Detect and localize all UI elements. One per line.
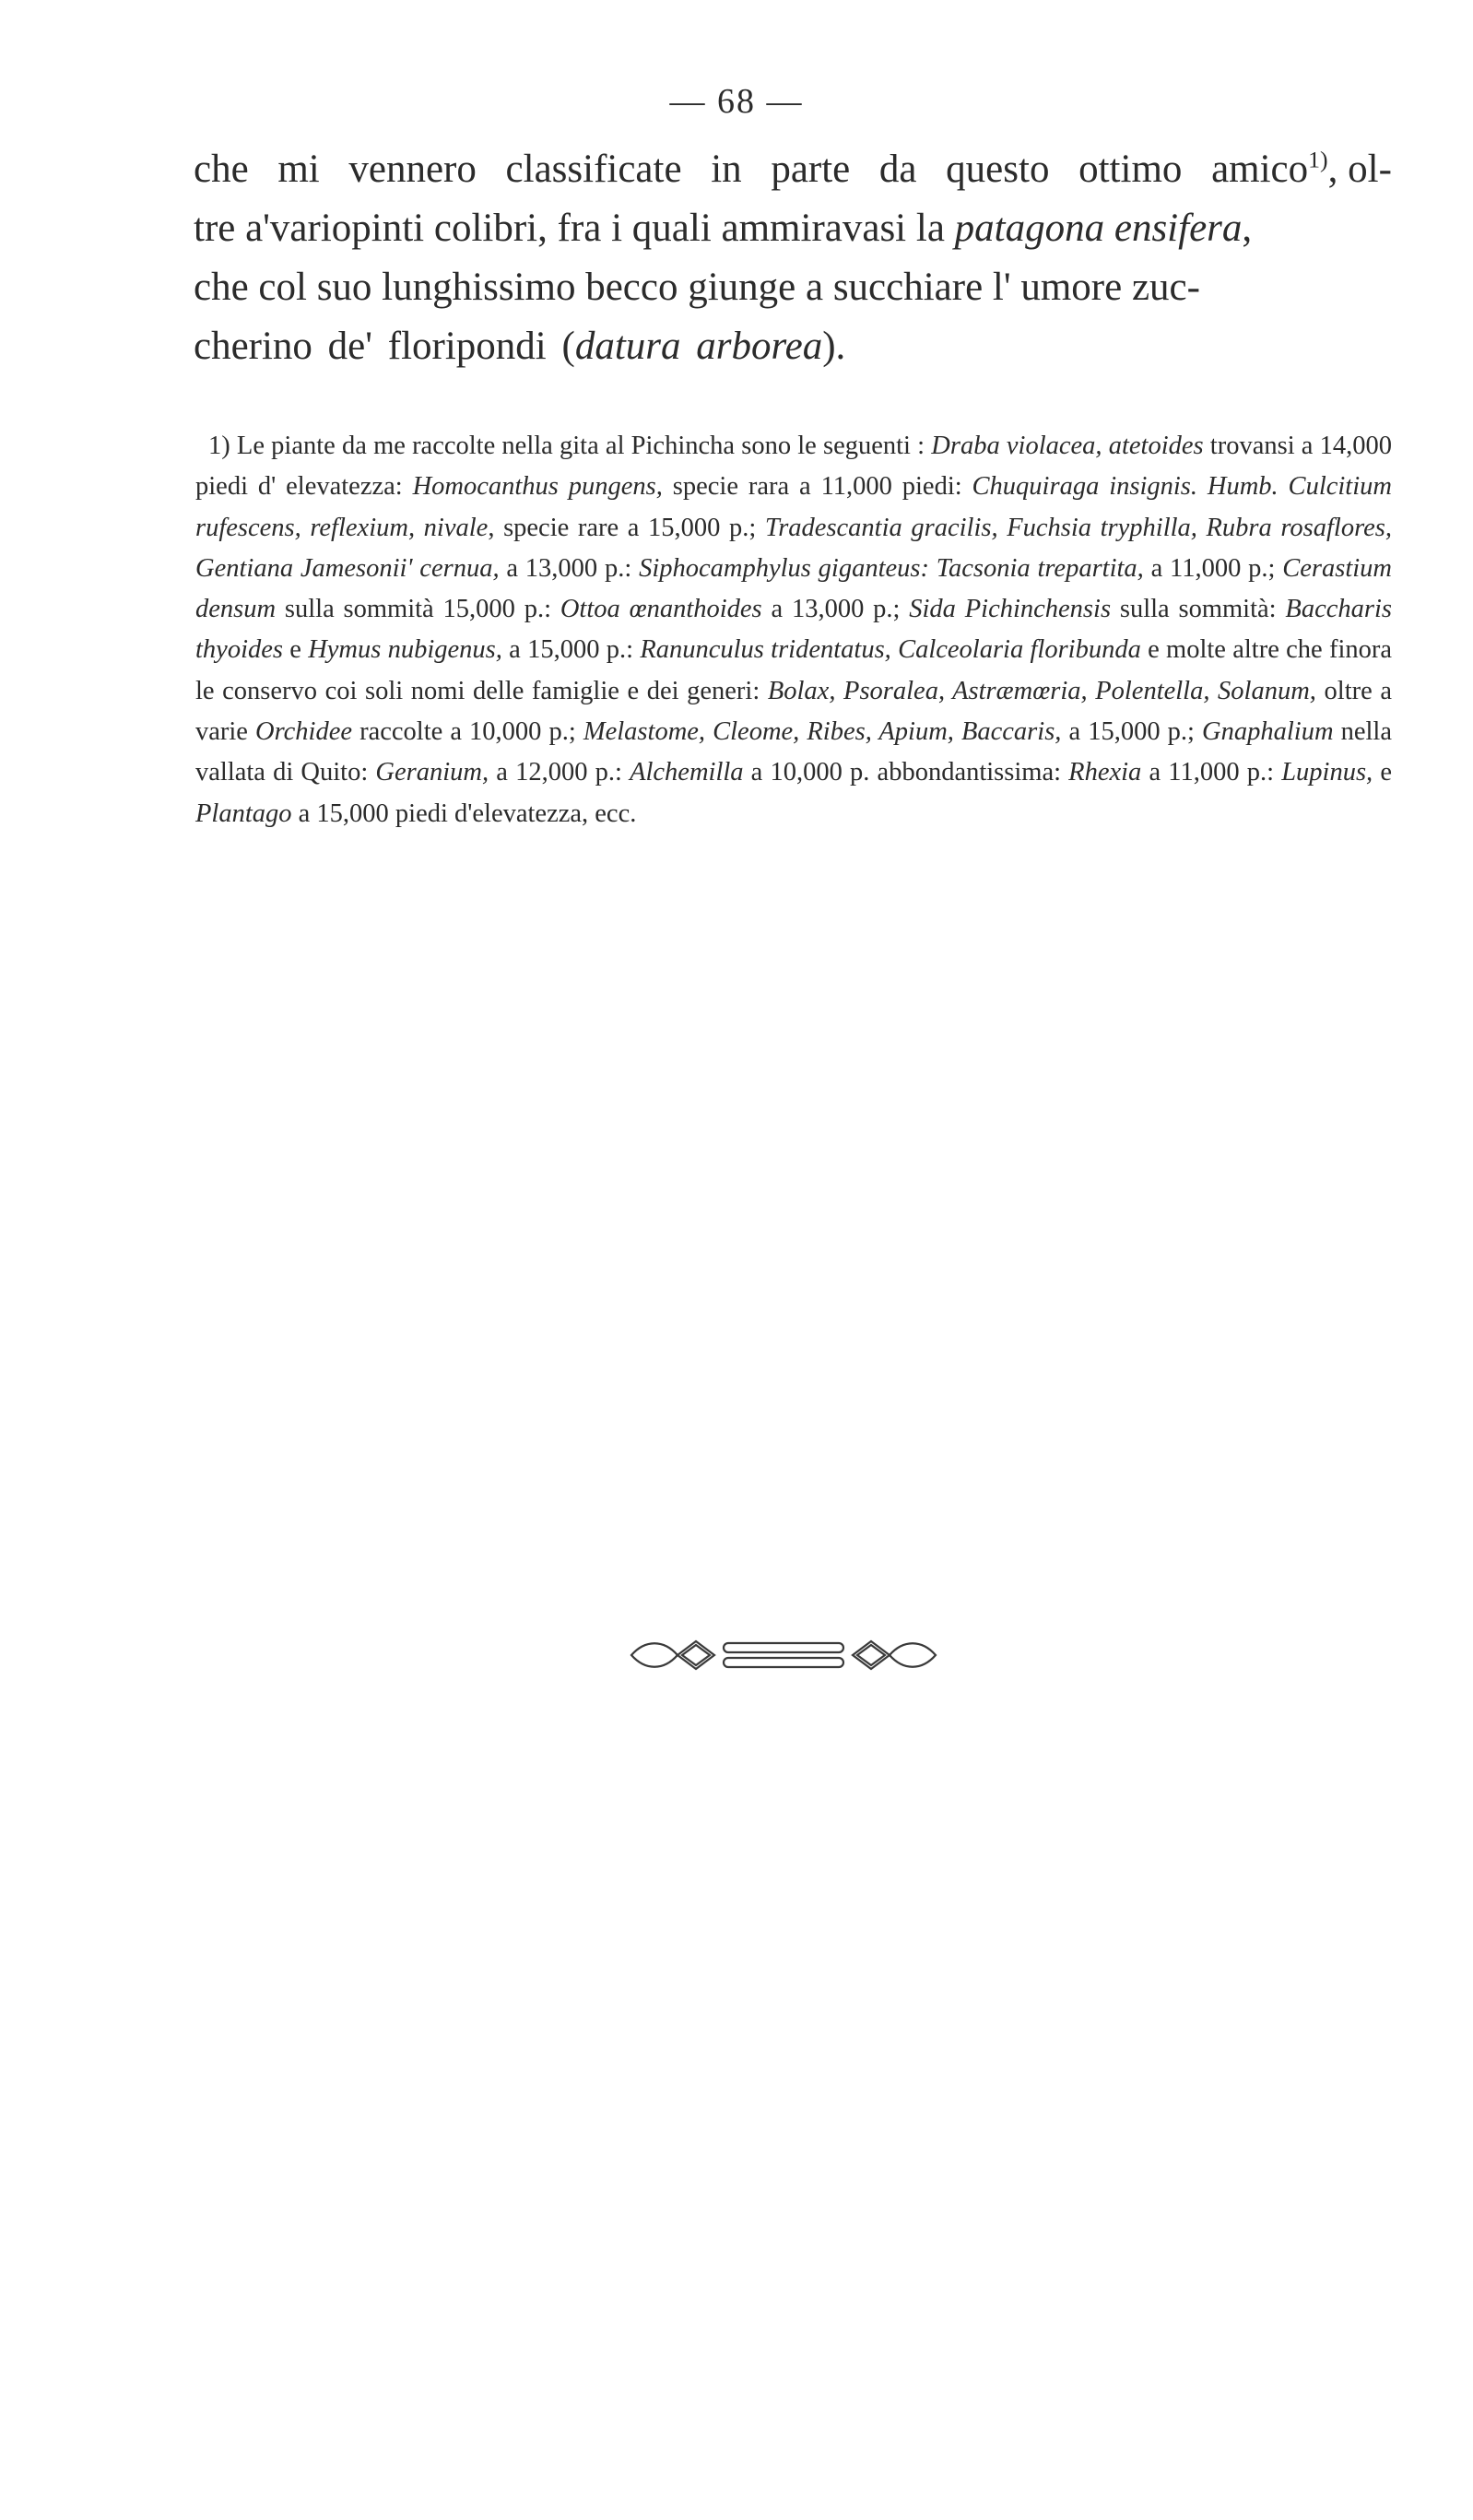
main-line-3 [194, 258, 1392, 317]
text-segment: , specie rare a 15,000 p.; [488, 513, 765, 542]
ornament-left-loop [631, 1643, 678, 1667]
word: , ol- [1327, 148, 1392, 191]
text-segment: nella vallata di Quito: [195, 717, 1392, 787]
text-segment: a 15,000 p.; [1061, 717, 1203, 747]
page-number: — 68 — [669, 82, 804, 121]
main-paragraph [194, 140, 1392, 376]
line-text [194, 199, 1252, 258]
ornament-bar-bottom [724, 1658, 843, 1667]
word: parte [771, 148, 851, 191]
text-segment: e [282, 635, 309, 665]
word-with-note [1211, 140, 1392, 199]
text-segment: sulla sommità 15,000 p.: [276, 595, 560, 624]
footnote [195, 426, 1392, 834]
word: mi [277, 148, 320, 191]
italic-species-name: Draba violacea, atetoides [931, 432, 1204, 460]
word: da [878, 148, 917, 191]
text-segment: a 10,000 p. abbondantissima: [743, 758, 1069, 787]
italic-species-name: Lupinus, [1281, 758, 1373, 787]
text-segment: a 12,000 p.: [489, 758, 630, 787]
text-segment: ). [822, 325, 846, 368]
ornament-right-loop [890, 1643, 936, 1667]
italic-species-name: datura arborea [574, 325, 823, 368]
text-segment: e molte altre che finora le conservo coi soli nomi delle famiglie e dei generi: [195, 635, 1393, 705]
italic-species-name: Baccharis thyoides [195, 595, 1392, 665]
italic-species-name: Melastome, Cleome, Ribes, Apium, Baccaris, [583, 717, 1062, 747]
italic-species-name: Plantago [195, 799, 292, 828]
italic-species-name: Alchemilla [630, 758, 744, 787]
main-line-1 [194, 140, 1392, 199]
text-segment: a 13,000 p.: [499, 553, 640, 583]
line-text [194, 317, 845, 376]
word: amico [1211, 148, 1309, 191]
decorative-ornament [627, 1632, 940, 1678]
ornament-bar-top [724, 1643, 843, 1652]
word: ottimo [1078, 148, 1183, 191]
main-line-4 [194, 317, 1392, 376]
italic-species-name: Hymus nubigenus, [308, 635, 502, 665]
italic-species-name: patagona ensifera [954, 207, 1243, 250]
text-segment: tre a'variopinti colibri, fra i quali ammiravasi la [194, 207, 955, 250]
italic-species-name: Gnaphalium [1202, 717, 1334, 747]
word: vennero [348, 148, 477, 191]
italic-species-name: Orchidee [255, 717, 353, 747]
footnote-mark: 1) [208, 432, 230, 460]
text-segment: sulla sommità: [1111, 595, 1286, 624]
italic-species-name: Tradescantia gracilis, Fuchsia tryphilla, Rubra rosaflores, Gentiana Jamesonii' cernua, [195, 513, 1392, 583]
text-segment: a 11,000 p.: [1141, 758, 1282, 787]
word: classificate [505, 148, 682, 191]
text-segment: e [1373, 758, 1392, 787]
text-segment: , [1242, 207, 1253, 250]
italic-species-name: Rhexia [1068, 758, 1142, 787]
italic-species-name: Chuquiraga insignis. Humb. Culcitium rufescens, reflexium, nivale [195, 472, 1392, 542]
text-segment: Le piante da me raccolte nella gita al Pichincha sono le seguenti : [230, 432, 932, 460]
text-segment: specie rara a 11,000 piedi: [662, 472, 972, 502]
main-line-2 [194, 199, 1392, 258]
line-text: che col suo lunghissimo becco giunge a succhiare l' umore zuc- [194, 266, 1200, 309]
text-segment: a 13,000 p.; [761, 595, 910, 624]
italic-species-name: Ottoa œnanthoides [560, 595, 762, 624]
text-segment: cherino de' floripondi ( [194, 325, 575, 368]
text-segment: a 15,000 p.: [501, 635, 641, 665]
italic-species-name: Cerastium densum [195, 553, 1392, 624]
text-segment: raccolte a 10,000 p.; [352, 717, 583, 747]
italic-species-name: Geranium, [375, 758, 489, 787]
text-segment: a 11,000 p.; [1143, 553, 1283, 583]
italic-species-name: Homocanthus pungens, [412, 472, 663, 502]
text-segment: oltre a varie [195, 676, 1392, 747]
word: che [194, 148, 249, 191]
italic-species-name: Sida Pichinchensis [909, 595, 1112, 624]
footnote-body [195, 432, 1392, 828]
italic-species-name: Ranunculus tridentatus, Calceolaria floribunda [640, 635, 1141, 665]
italic-species-name: Bolax, Psoralea, Astræmœria, Polentella, Solanum, [767, 676, 1316, 705]
footnote-reference: 1) [1308, 146, 1328, 173]
text-segment: trovansi a 14,000 piedi d' elevatezza: [195, 432, 1392, 502]
italic-species-name: Siphocamphylus giganteus: Tacsonia trepartita, [639, 553, 1144, 583]
text-segment: a 15,000 piedi d'elevatezza, ecc. [291, 799, 637, 828]
word: questo [946, 148, 1050, 191]
word: in [711, 148, 742, 191]
